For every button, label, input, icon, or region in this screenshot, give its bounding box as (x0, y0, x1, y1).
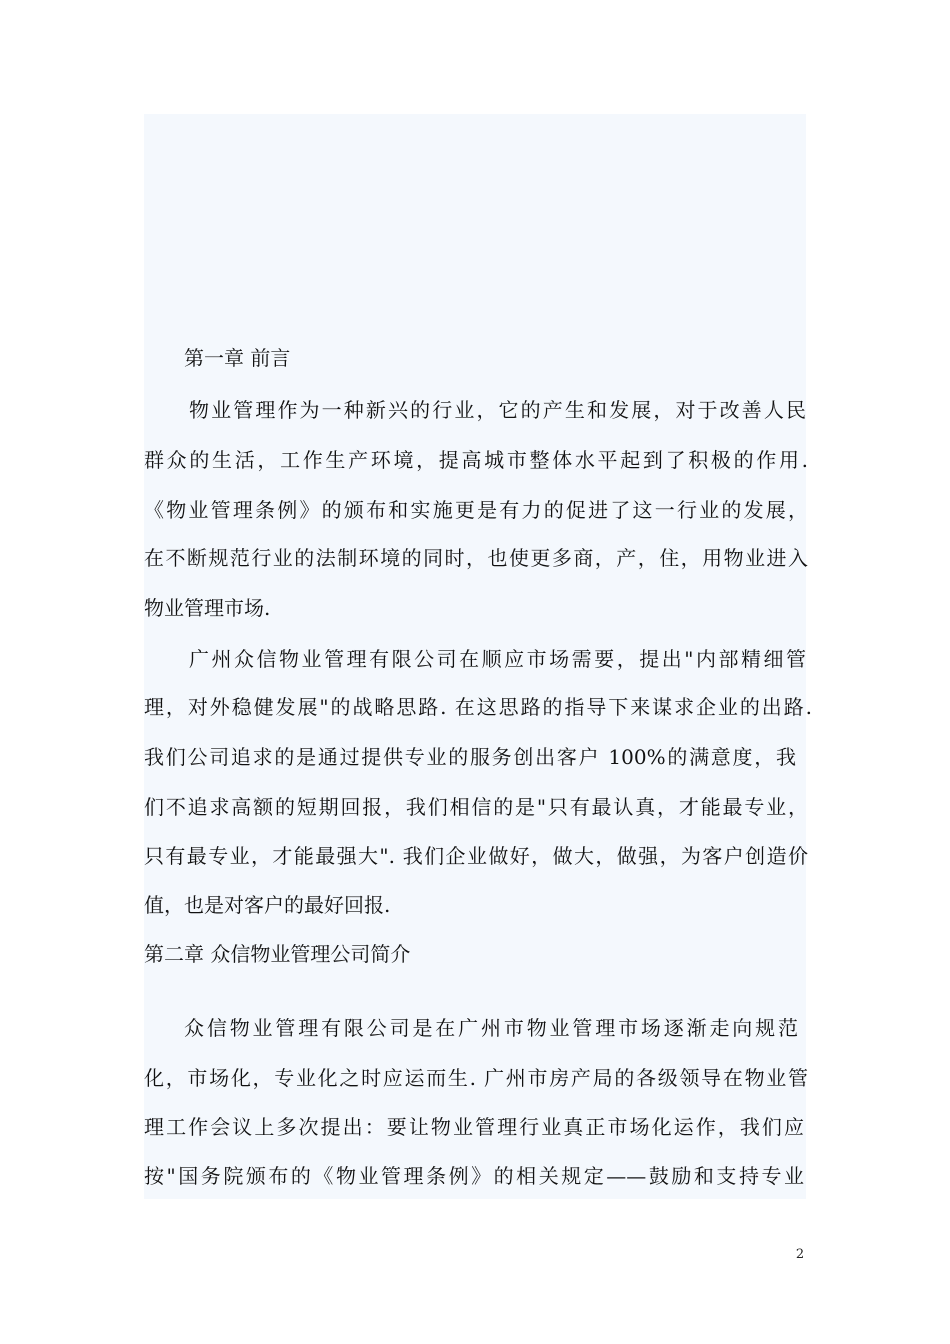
chapter-1-para-1-line-1: 物业管理作为一种新兴的行业，它的产生和发展，对于改善人民 (189, 398, 806, 422)
chapter-2-para-1-line-2: 化，市场化，专业化之时应运而生. 广州市房产局的各级领导在物业管 (144, 1066, 808, 1090)
chapter-1-para-1-line-5: 物业管理市场. (144, 596, 271, 620)
chapter-2-para-1-line-3: 理工作会议上多次提出：要让物业管理行业真正市场化运作，我们应 (144, 1115, 804, 1139)
chapter-1-para-1-line-3: 《物业管理条例》的颁布和实施更是有力的促进了这一行业的发展， (144, 498, 808, 522)
chapter-1-para-2-line-6: 值，也是对客户的最好回报. (144, 893, 391, 917)
chapter-1-heading: 第一章 前言 (184, 346, 291, 370)
page-number: 2 (795, 1247, 805, 1262)
chapter-1-para-2-line-1: 广州众信物业管理有限公司在顺应市场需要，提出"内部精细管 (189, 647, 806, 671)
chapter-2-para-1-line-1: 众信物业管理有限公司是在广州市物业管理市场逐渐走向规范 (184, 1016, 798, 1040)
chapter-2-para-1-line-4: 按"国务院颁布的《物业管理条例》的相关规定——鼓励和支持专业 (144, 1164, 804, 1188)
chapter-1-para-2-line-4: 们不追求高额的短期回报，我们相信的是"只有最认真，才能最专业， (144, 795, 808, 819)
chapter-1-para-2-line-3: 我们公司追求的是通过提供专业的服务创出客户 100%的满意度，我 (144, 745, 796, 769)
chapter-1-para-2-line-5: 只有最专业，才能最强大". 我们企业做好，做大，做强，为客户创造价 (144, 844, 808, 868)
chapter-1-para-1-line-4: 在不断规范行业的法制环境的同时，也使更多商，产，住，用物业进入 (144, 546, 808, 570)
chapter-1-para-2-line-2: 理，对外稳健发展"的战略思路. 在这思路的指导下来谋求企业的出路. (144, 695, 812, 719)
chapter-1-para-1-line-2: 群众的生活，工作生产环境，提高城市整体水平起到了积极的作用. (144, 448, 808, 472)
chapter-2-heading: 第二章 众信物业管理公司简介 (144, 942, 411, 966)
